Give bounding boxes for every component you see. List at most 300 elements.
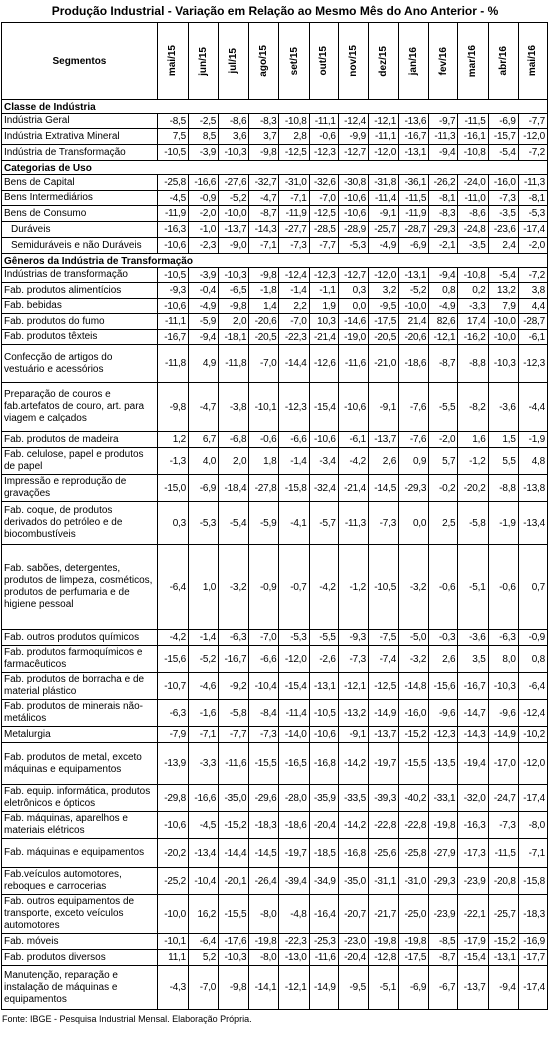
value-cell: -6,4 bbox=[157, 545, 188, 630]
value-cell: -12,0 bbox=[368, 145, 398, 161]
value-cell: -11,4 bbox=[368, 191, 398, 206]
value-cell: -19,8 bbox=[399, 934, 429, 950]
value-cell: -29,8 bbox=[157, 785, 188, 812]
value-cell: 7,9 bbox=[488, 299, 518, 314]
value-cell: -24,7 bbox=[488, 785, 518, 812]
value-cell: -27,6 bbox=[219, 175, 249, 191]
value-cell: -15,6 bbox=[429, 673, 458, 700]
value-cell: -16,3 bbox=[157, 222, 188, 238]
value-cell: -1,3 bbox=[157, 448, 188, 475]
value-cell: -9,3 bbox=[157, 283, 188, 299]
value-cell: 2,2 bbox=[279, 299, 309, 314]
value-cell: -8,1 bbox=[518, 191, 547, 206]
segment-label: Fab. produtos farmoquímicos e farmacêuticos bbox=[2, 646, 158, 673]
value-cell: -5,2 bbox=[399, 283, 429, 299]
month-label: mai/16 bbox=[527, 45, 539, 77]
value-cell: -5,8 bbox=[458, 502, 488, 545]
value-cell: -5,4 bbox=[488, 145, 518, 161]
header-row bbox=[2, 23, 548, 100]
value-cell: -17,4 bbox=[518, 785, 547, 812]
segment-label: Bens Intermediários bbox=[2, 191, 158, 206]
value-cell: -10,7 bbox=[157, 673, 188, 700]
value-cell: -6,9 bbox=[399, 966, 429, 1010]
value-cell: -10,5 bbox=[309, 700, 338, 727]
value-cell: -14,5 bbox=[368, 475, 398, 502]
segment-label: Indústrias de transformação bbox=[2, 268, 158, 283]
value-cell: -1,4 bbox=[189, 630, 219, 646]
month-header bbox=[488, 23, 518, 100]
value-cell: 0,2 bbox=[458, 283, 488, 299]
value-cell: 0,0 bbox=[399, 502, 429, 545]
value-cell: -18,6 bbox=[399, 345, 429, 383]
value-cell: -6,9 bbox=[189, 475, 219, 502]
value-cell: -3,8 bbox=[219, 383, 249, 432]
value-cell: -11,1 bbox=[157, 314, 188, 330]
value-cell: -8,8 bbox=[488, 475, 518, 502]
table-row bbox=[2, 895, 548, 934]
value-cell: -19,7 bbox=[368, 743, 398, 785]
value-cell: -5,1 bbox=[368, 966, 398, 1010]
value-cell: -6,1 bbox=[518, 330, 547, 345]
value-cell: -9,9 bbox=[338, 129, 368, 145]
value-cell: -18,1 bbox=[219, 330, 249, 345]
value-cell: -26,4 bbox=[249, 868, 279, 895]
value-cell: -10,8 bbox=[458, 145, 488, 161]
value-cell: 0,9 bbox=[399, 448, 429, 475]
value-cell: -8,3 bbox=[429, 206, 458, 222]
month-header bbox=[518, 23, 547, 100]
value-cell: -6,1 bbox=[338, 432, 368, 448]
value-cell: -13,1 bbox=[399, 145, 429, 161]
value-cell: -6,6 bbox=[279, 432, 309, 448]
value-cell: -10,0 bbox=[157, 895, 188, 934]
value-cell: -11,1 bbox=[309, 114, 338, 129]
value-cell: -4,2 bbox=[309, 545, 338, 630]
value-cell: -12,5 bbox=[279, 145, 309, 161]
value-cell: -4,5 bbox=[157, 191, 188, 206]
value-cell: -10,2 bbox=[518, 727, 547, 743]
value-cell: -3,9 bbox=[189, 268, 219, 283]
value-cell: -14,4 bbox=[279, 345, 309, 383]
segment-label: Preparação de couros e fab.artefatos de couro, art. para viagem e calçados bbox=[2, 383, 158, 432]
value-cell: -16,6 bbox=[189, 175, 219, 191]
value-cell: 1,8 bbox=[249, 448, 279, 475]
table-row bbox=[2, 743, 548, 785]
value-cell: -7,4 bbox=[368, 646, 398, 673]
value-cell: -5,7 bbox=[309, 502, 338, 545]
value-cell: -13,1 bbox=[399, 268, 429, 283]
segment-label: Fab. equip. informática, produtos eletrônicos e ópticos bbox=[2, 785, 158, 812]
value-cell: -10,6 bbox=[157, 812, 188, 839]
value-cell: -27,8 bbox=[249, 475, 279, 502]
value-cell: -2,5 bbox=[189, 114, 219, 129]
value-cell: 11,1 bbox=[157, 950, 188, 966]
value-cell: -21,4 bbox=[309, 330, 338, 345]
table-row bbox=[2, 383, 548, 432]
value-cell: -8,7 bbox=[429, 950, 458, 966]
value-cell: -32,0 bbox=[458, 785, 488, 812]
table-row bbox=[2, 299, 548, 314]
value-cell: -0,6 bbox=[429, 545, 458, 630]
value-cell: -20,6 bbox=[249, 314, 279, 330]
value-cell: -7,3 bbox=[488, 191, 518, 206]
value-cell: -4,9 bbox=[429, 299, 458, 314]
value-cell: -6,3 bbox=[219, 630, 249, 646]
value-cell: -11,5 bbox=[488, 839, 518, 868]
value-cell: -4,9 bbox=[368, 238, 398, 254]
value-cell: -22,8 bbox=[368, 812, 398, 839]
value-cell: -14,2 bbox=[338, 743, 368, 785]
value-cell: -5,5 bbox=[309, 630, 338, 646]
value-cell: -10,6 bbox=[157, 238, 188, 254]
value-cell: -17,9 bbox=[458, 934, 488, 950]
value-cell: -8,7 bbox=[249, 206, 279, 222]
value-cell: -12,4 bbox=[338, 114, 368, 129]
value-cell: -11,1 bbox=[368, 129, 398, 145]
value-cell: -1,4 bbox=[279, 283, 309, 299]
value-cell: -15,4 bbox=[458, 950, 488, 966]
value-cell: -8,0 bbox=[249, 895, 279, 934]
value-cell: -19,8 bbox=[429, 812, 458, 839]
value-cell: -9,8 bbox=[219, 299, 249, 314]
value-cell: -17,6 bbox=[219, 934, 249, 950]
value-cell: -16,6 bbox=[189, 785, 219, 812]
value-cell: -39,4 bbox=[279, 868, 309, 895]
value-cell: -11,3 bbox=[518, 175, 547, 191]
value-cell: -13,1 bbox=[309, 673, 338, 700]
value-cell: -9,4 bbox=[189, 330, 219, 345]
value-cell: -4,5 bbox=[189, 812, 219, 839]
value-cell: -5,5 bbox=[429, 383, 458, 432]
section-title: Classe de Indústria bbox=[2, 100, 548, 114]
value-cell: -16,7 bbox=[458, 673, 488, 700]
value-cell: -0,4 bbox=[189, 283, 219, 299]
value-cell: -5,1 bbox=[458, 545, 488, 630]
month-header bbox=[157, 23, 188, 100]
value-cell: -14,2 bbox=[338, 812, 368, 839]
table-row bbox=[2, 238, 548, 254]
value-cell: -25,7 bbox=[488, 895, 518, 934]
value-cell: -9,0 bbox=[219, 238, 249, 254]
value-cell: 0,8 bbox=[518, 646, 547, 673]
value-cell: -13,7 bbox=[368, 432, 398, 448]
table-row bbox=[2, 283, 548, 299]
month-label: fev/16 bbox=[437, 46, 449, 76]
month-label: nov/15 bbox=[347, 45, 359, 77]
value-cell: -4,2 bbox=[157, 630, 188, 646]
value-cell: -4,9 bbox=[189, 299, 219, 314]
value-cell: -32,6 bbox=[309, 175, 338, 191]
value-cell: -14,3 bbox=[249, 222, 279, 238]
value-cell: 1,5 bbox=[488, 432, 518, 448]
value-cell: -3,3 bbox=[458, 299, 488, 314]
value-cell: -40,2 bbox=[399, 785, 429, 812]
value-cell: -8,1 bbox=[429, 191, 458, 206]
value-cell: -33,5 bbox=[338, 785, 368, 812]
value-cell: -16,1 bbox=[458, 129, 488, 145]
value-cell: 17,4 bbox=[458, 314, 488, 330]
value-cell: -31,8 bbox=[368, 175, 398, 191]
value-cell: -1,9 bbox=[488, 502, 518, 545]
value-cell: 4,4 bbox=[518, 299, 547, 314]
value-cell: 16,2 bbox=[189, 895, 219, 934]
value-cell: -12,0 bbox=[518, 129, 547, 145]
value-cell: -17,3 bbox=[458, 839, 488, 868]
value-cell: 1,4 bbox=[249, 299, 279, 314]
value-cell: -7,7 bbox=[219, 727, 249, 743]
table-row bbox=[2, 934, 548, 950]
segment-label: Fab. produtos diversos bbox=[2, 950, 158, 966]
value-cell: -10,4 bbox=[249, 673, 279, 700]
month-header bbox=[399, 23, 429, 100]
value-cell: -28,9 bbox=[338, 222, 368, 238]
value-cell: -17,5 bbox=[368, 314, 398, 330]
value-cell: -18,4 bbox=[219, 475, 249, 502]
value-cell: 1,0 bbox=[189, 545, 219, 630]
value-cell: -0,3 bbox=[429, 630, 458, 646]
value-cell: -13,6 bbox=[399, 114, 429, 129]
segment-label: Indústria Extrativa Mineral bbox=[2, 129, 158, 145]
value-cell: -5,3 bbox=[518, 206, 547, 222]
value-cell: -0,2 bbox=[429, 475, 458, 502]
value-cell: 82,6 bbox=[429, 314, 458, 330]
value-cell: -16,7 bbox=[399, 129, 429, 145]
value-cell: -16,4 bbox=[309, 895, 338, 934]
value-cell: -18,3 bbox=[518, 895, 547, 934]
table-row bbox=[2, 646, 548, 673]
value-cell: -12,1 bbox=[368, 114, 398, 129]
value-cell: -8,2 bbox=[458, 383, 488, 432]
value-cell: -10,1 bbox=[157, 934, 188, 950]
month-header bbox=[429, 23, 458, 100]
month-label: set/15 bbox=[288, 46, 300, 76]
segment-label: Fab. produtos de metal, exceto máquinas e equipamentos bbox=[2, 743, 158, 785]
table-row bbox=[2, 502, 548, 545]
value-cell: -3,2 bbox=[399, 646, 429, 673]
value-cell: -16,7 bbox=[157, 330, 188, 345]
section-title: Categorias de Uso bbox=[2, 161, 548, 175]
value-cell: -2,0 bbox=[518, 238, 547, 254]
value-cell: -13,1 bbox=[488, 950, 518, 966]
value-cell: -12,1 bbox=[279, 966, 309, 1010]
table-row bbox=[2, 630, 548, 646]
month-header bbox=[309, 23, 338, 100]
value-cell: -19,8 bbox=[368, 934, 398, 950]
table-title: Produção Industrial - Variação em Relação ao Mesmo Mês do Ano Anterior - % bbox=[51, 4, 499, 18]
value-cell: -9,8 bbox=[249, 268, 279, 283]
table-row bbox=[2, 966, 548, 1010]
value-cell: -7,0 bbox=[189, 966, 219, 1010]
value-cell: 8,5 bbox=[189, 129, 219, 145]
value-cell: -15,8 bbox=[518, 868, 547, 895]
value-cell: 21,4 bbox=[399, 314, 429, 330]
value-cell: -8,5 bbox=[157, 114, 188, 129]
month-label: jun/15 bbox=[198, 46, 210, 76]
value-cell: -10,3 bbox=[219, 950, 249, 966]
value-cell: -31,1 bbox=[368, 868, 398, 895]
value-cell: -7,3 bbox=[338, 646, 368, 673]
value-cell: -2,0 bbox=[429, 432, 458, 448]
table-row bbox=[2, 175, 548, 191]
value-cell: -8,0 bbox=[518, 812, 547, 839]
value-cell: 7,5 bbox=[157, 129, 188, 145]
value-cell: -12,5 bbox=[368, 673, 398, 700]
segment-label: Fab. produtos de madeira bbox=[2, 432, 158, 448]
value-cell: -14,9 bbox=[309, 966, 338, 1010]
value-cell: -36,1 bbox=[399, 175, 429, 191]
segment-label: Duráveis bbox=[2, 222, 158, 238]
month-label: jul/15 bbox=[228, 48, 240, 74]
value-cell: -15,2 bbox=[219, 812, 249, 839]
value-cell: -11,4 bbox=[279, 700, 309, 727]
value-cell: -0,9 bbox=[249, 545, 279, 630]
table-row bbox=[2, 206, 548, 222]
value-cell: 5,2 bbox=[189, 950, 219, 966]
value-cell: -11,3 bbox=[429, 129, 458, 145]
value-cell: -7,0 bbox=[249, 345, 279, 383]
value-cell: -12,3 bbox=[429, 727, 458, 743]
table-row bbox=[2, 448, 548, 475]
value-cell: -7,2 bbox=[518, 268, 547, 283]
segment-label: Fab. produtos têxteis bbox=[2, 330, 158, 345]
value-cell: -12,7 bbox=[338, 268, 368, 283]
value-cell: -15,0 bbox=[157, 475, 188, 502]
value-cell: 4,9 bbox=[189, 345, 219, 383]
value-cell: -9,8 bbox=[219, 966, 249, 1010]
value-cell: -13,7 bbox=[368, 727, 398, 743]
value-cell: -12,5 bbox=[309, 206, 338, 222]
value-cell: 1,9 bbox=[309, 299, 338, 314]
table-row bbox=[2, 727, 548, 743]
value-cell: 5,5 bbox=[488, 448, 518, 475]
value-cell: -20,7 bbox=[338, 895, 368, 934]
source-note: Fonte: IBGE - Pesquisa Industrial Mensal. Elaboração Própria. bbox=[2, 1014, 252, 1024]
value-cell: -13,7 bbox=[458, 966, 488, 1010]
segment-label: Fab. outros equipamentos de transporte, exceto veículos automotores bbox=[2, 895, 158, 934]
segment-label: Fab. bebidas bbox=[2, 299, 158, 314]
value-cell: -35,0 bbox=[338, 868, 368, 895]
value-cell: -4,2 bbox=[338, 448, 368, 475]
value-cell: -10,3 bbox=[219, 268, 249, 283]
value-cell: -23,9 bbox=[458, 868, 488, 895]
segment-label: Semiduráveis e não Duráveis bbox=[2, 238, 158, 254]
value-cell: -16,2 bbox=[458, 330, 488, 345]
value-cell: -11,6 bbox=[309, 950, 338, 966]
value-cell: -21,7 bbox=[368, 895, 398, 934]
value-cell: -22,8 bbox=[399, 812, 429, 839]
value-cell: -14,4 bbox=[219, 839, 249, 868]
value-cell: -20,5 bbox=[368, 330, 398, 345]
value-cell: -31,0 bbox=[399, 868, 429, 895]
value-cell: -1,2 bbox=[338, 545, 368, 630]
value-cell: -10,1 bbox=[249, 383, 279, 432]
value-cell: -7,7 bbox=[518, 114, 547, 129]
value-cell: -5,3 bbox=[189, 502, 219, 545]
table-row bbox=[2, 545, 548, 630]
value-cell: 10,3 bbox=[309, 314, 338, 330]
value-cell: -1,0 bbox=[189, 222, 219, 238]
value-cell: -15,2 bbox=[399, 727, 429, 743]
value-cell: -9,4 bbox=[488, 966, 518, 1010]
value-cell: -12,0 bbox=[518, 743, 547, 785]
value-cell: 1,6 bbox=[458, 432, 488, 448]
value-cell: -25,8 bbox=[157, 175, 188, 191]
value-cell: -35,0 bbox=[219, 785, 249, 812]
value-cell: -13,4 bbox=[518, 502, 547, 545]
value-cell: -5,2 bbox=[219, 191, 249, 206]
value-cell: -32,4 bbox=[309, 475, 338, 502]
value-cell: -32,7 bbox=[249, 175, 279, 191]
value-cell: -10,5 bbox=[157, 268, 188, 283]
value-cell: -25,0 bbox=[399, 895, 429, 934]
value-cell: -6,7 bbox=[429, 966, 458, 1010]
segment-label: Fab. outros produtos químicos bbox=[2, 630, 158, 646]
value-cell: -12,3 bbox=[309, 145, 338, 161]
section-row bbox=[2, 254, 548, 268]
value-cell: 2,8 bbox=[279, 129, 309, 145]
value-cell: -7,0 bbox=[249, 630, 279, 646]
value-cell: -10,6 bbox=[338, 206, 368, 222]
value-cell: -10,5 bbox=[157, 145, 188, 161]
table-row bbox=[2, 345, 548, 383]
value-cell: -4,1 bbox=[279, 502, 309, 545]
value-cell: -18,3 bbox=[249, 812, 279, 839]
value-cell: -3,2 bbox=[399, 545, 429, 630]
value-cell: -30,8 bbox=[338, 175, 368, 191]
value-cell: 1,2 bbox=[157, 432, 188, 448]
value-cell: -14,3 bbox=[458, 727, 488, 743]
value-cell: -7,3 bbox=[249, 727, 279, 743]
value-cell: -1,1 bbox=[309, 283, 338, 299]
month-header bbox=[368, 23, 398, 100]
value-cell: -2,3 bbox=[189, 238, 219, 254]
value-cell: -3,9 bbox=[189, 145, 219, 161]
value-cell: -18,5 bbox=[309, 839, 338, 868]
value-cell: -15,4 bbox=[279, 673, 309, 700]
value-cell: -0,6 bbox=[488, 545, 518, 630]
value-cell: -11,8 bbox=[157, 345, 188, 383]
value-cell: -29,3 bbox=[429, 222, 458, 238]
value-cell: -8,6 bbox=[219, 114, 249, 129]
value-cell: -9,3 bbox=[338, 630, 368, 646]
value-cell: -1,9 bbox=[518, 432, 547, 448]
value-cell: -6,9 bbox=[488, 114, 518, 129]
value-cell: -10,6 bbox=[157, 299, 188, 314]
value-cell: -5,4 bbox=[488, 268, 518, 283]
table-row bbox=[2, 673, 548, 700]
segment-label: Fab. produtos alimentícios bbox=[2, 283, 158, 299]
value-cell: 5,7 bbox=[429, 448, 458, 475]
value-cell: -5,8 bbox=[219, 700, 249, 727]
value-cell: -3,6 bbox=[488, 383, 518, 432]
table-row bbox=[2, 950, 548, 966]
value-cell: -19,7 bbox=[279, 839, 309, 868]
value-cell: -26,2 bbox=[429, 175, 458, 191]
table-row bbox=[2, 868, 548, 895]
value-cell: -12,4 bbox=[279, 268, 309, 283]
value-cell: -9,8 bbox=[249, 145, 279, 161]
value-cell: -12,1 bbox=[338, 673, 368, 700]
table-row bbox=[2, 191, 548, 206]
segment-label: Confecção de artigos do vestuário e acessórios bbox=[2, 345, 158, 383]
value-cell: -8,8 bbox=[458, 345, 488, 383]
value-cell: -11,5 bbox=[458, 114, 488, 129]
month-label: dez/15 bbox=[378, 45, 390, 77]
value-cell: -14,0 bbox=[279, 727, 309, 743]
value-cell: -2,0 bbox=[189, 206, 219, 222]
value-cell: -9,1 bbox=[338, 727, 368, 743]
value-cell: 3,2 bbox=[368, 283, 398, 299]
